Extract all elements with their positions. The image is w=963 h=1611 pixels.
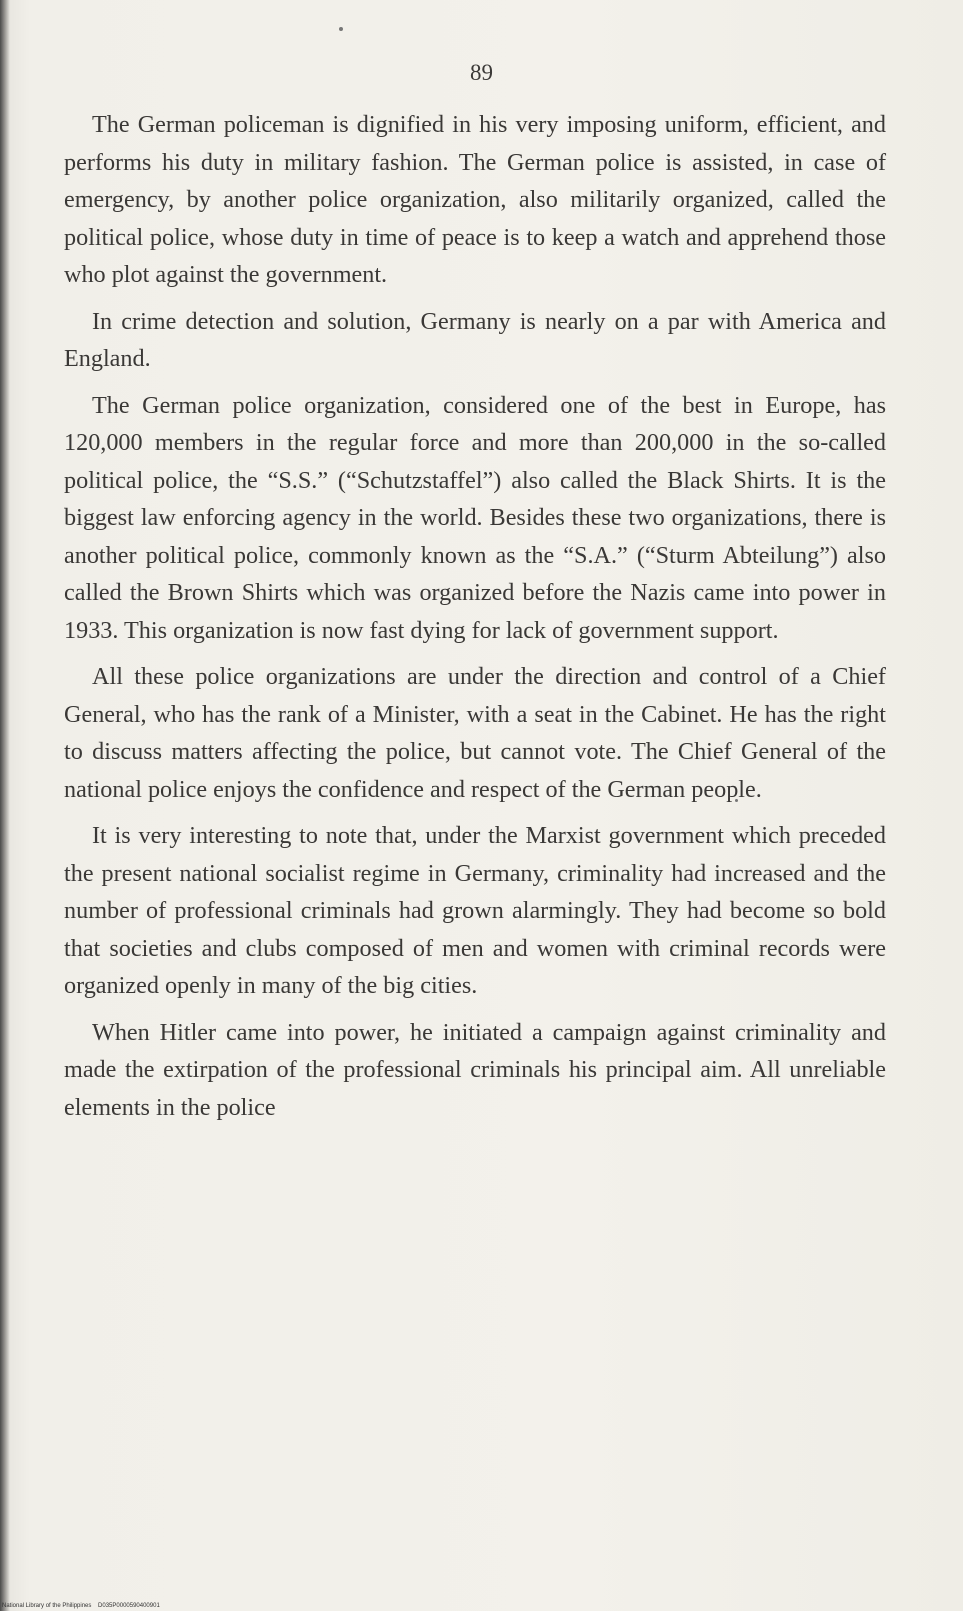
paragraph: When Hitler came into power, he initiated a campaign against criminality and made the extirpation of the professional criminals his principal aim. All unreliable elements in the police xyxy=(64,1018,886,1121)
paragraph: It is very interesting to note that, under the Marxist government which preceded the present national socialist regime in Germany, criminality had increased and the number of professional criminals had grown alarmingly. They had become so bold that societies and clubs composed of men and women with criminal records were organized openly in many of the big cities. xyxy=(64,822,886,999)
paragraph: The German police organization, considered one of the best in Europe, has 120,000 members in the regular force and more than 200,000 in the so-called political police, the “S.S.” (“Schutzstaffel”) also called the Black Shirts. It is the biggest law enforcing agency in the world. Besides these two organizations, there is another political police, commonly known as the “S.A.” (“Sturm Abteilung”) also called the Brown Shirts which was organized before the Nazis came into power in 1933. This organization is now fast dying for lack of government support. xyxy=(64,391,886,644)
library-footer: National Library of the Philippines D035P0000590400901 xyxy=(2,1603,160,1609)
body-text xyxy=(64,106,886,1135)
paragraph: In crime detection and solution, Germany is nearly on a par with America and England. xyxy=(64,307,886,372)
page-number: 89 xyxy=(470,60,493,85)
paragraph: The German policeman is dignified in his very imposing uniform, efficient, and performs his duty in military fashion. The German police is assisted, in case of emergency, by another police organization, also militarily organized, called the political police, whose duty in time of peace is to keep a watch and apprehend those who plot against the government. xyxy=(64,111,886,288)
paragraph: All these police organizations are under the direction and control of a Chief General, who has the rank of a Minister, with a seat in the Cabinet. He has the right to discuss matters affecting the police, but cannot vote. The Chief General of the national police enjoys the confidence and respect of the German people. xyxy=(64,663,886,803)
scan-speck xyxy=(339,27,343,31)
